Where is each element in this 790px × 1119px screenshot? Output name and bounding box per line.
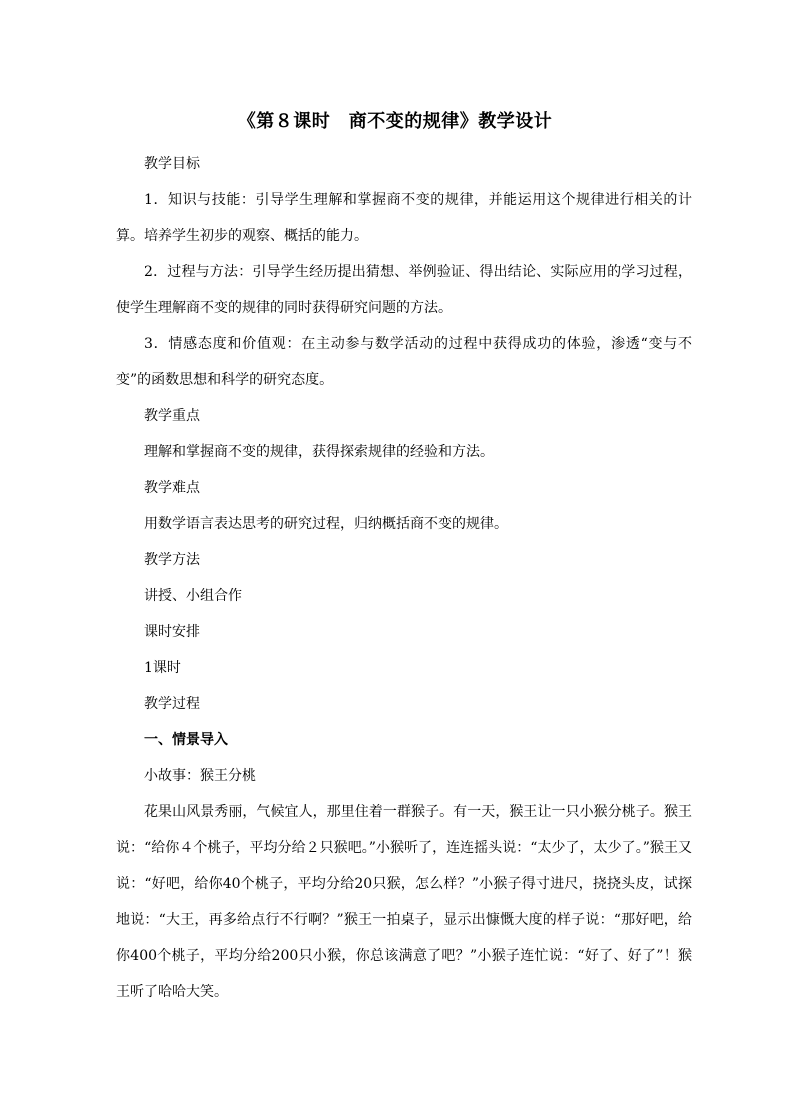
process-heading: 教学过程 <box>144 696 200 712</box>
part-1-heading: 一、情景导入 <box>144 732 228 748</box>
schedule-text: 1课时 <box>144 660 181 676</box>
document-title: 《第８课时 商不变的规律》教学设计 <box>237 111 553 132</box>
objective-1: 1．知识与技能：引导学生理解和掌握商不变的规律，并能运用这个规律进行相关的计算。培养学生初步的观察、概括的能力。 <box>116 192 692 244</box>
story-title: 小故事：猴王分桃 <box>144 768 256 784</box>
methods-heading: 教学方法 <box>144 552 200 568</box>
methods-text: 讲授、小组合作 <box>144 588 242 604</box>
objective-3: 3．情感态度和价值观：在主动参与数学活动的过程中获得成功的体验，渗透“变与不变”的函数思想和科学的研究态度。 <box>116 336 692 388</box>
key-points-heading: 教学重点 <box>144 408 200 424</box>
schedule-heading: 课时安排 <box>144 624 200 640</box>
objective-2: 2．过程与方法：引导学生经历提出猜想、举例验证、得出结论、实际应用的学习过程，使学生理解商不变的规律的同时获得研究问题的方法。 <box>116 264 692 316</box>
objectives-heading: 教学目标 <box>144 156 200 172</box>
key-points-text: 理解和掌握商不变的规律，获得探索规律的经验和方法。 <box>144 444 494 460</box>
difficulties-text: 用数学语言表达思考的研究过程，归纳概括商不变的规律。 <box>144 516 508 532</box>
story-text: 花果山风景秀丽，气候宜人，那里住着一群猴子。有一天，猴王让一只小猴分桃子。猴王说：“给你４个桃子，平均分给２只猴吧。”小猴听了，连连摇头说：“太少了，太少了。”猴王又说：“好吧，给你40个桃子，平均分给20只猴，怎么样？”小猴子得寸进尺，挠挠头皮，试探地说：“大王，再多给点行不行啊？”猴王一拍桌子，显示出慷慨大度的样子说：“那好吧，给你400个桃子，平均分给200只小猴，你总该满意了吧？”小猴子连忙说：“好了、好了”！猴王听了哈哈大笑。 <box>116 804 692 1000</box>
document-body <box>116 146 692 1010</box>
difficulties-heading: 教学难点 <box>144 480 200 496</box>
